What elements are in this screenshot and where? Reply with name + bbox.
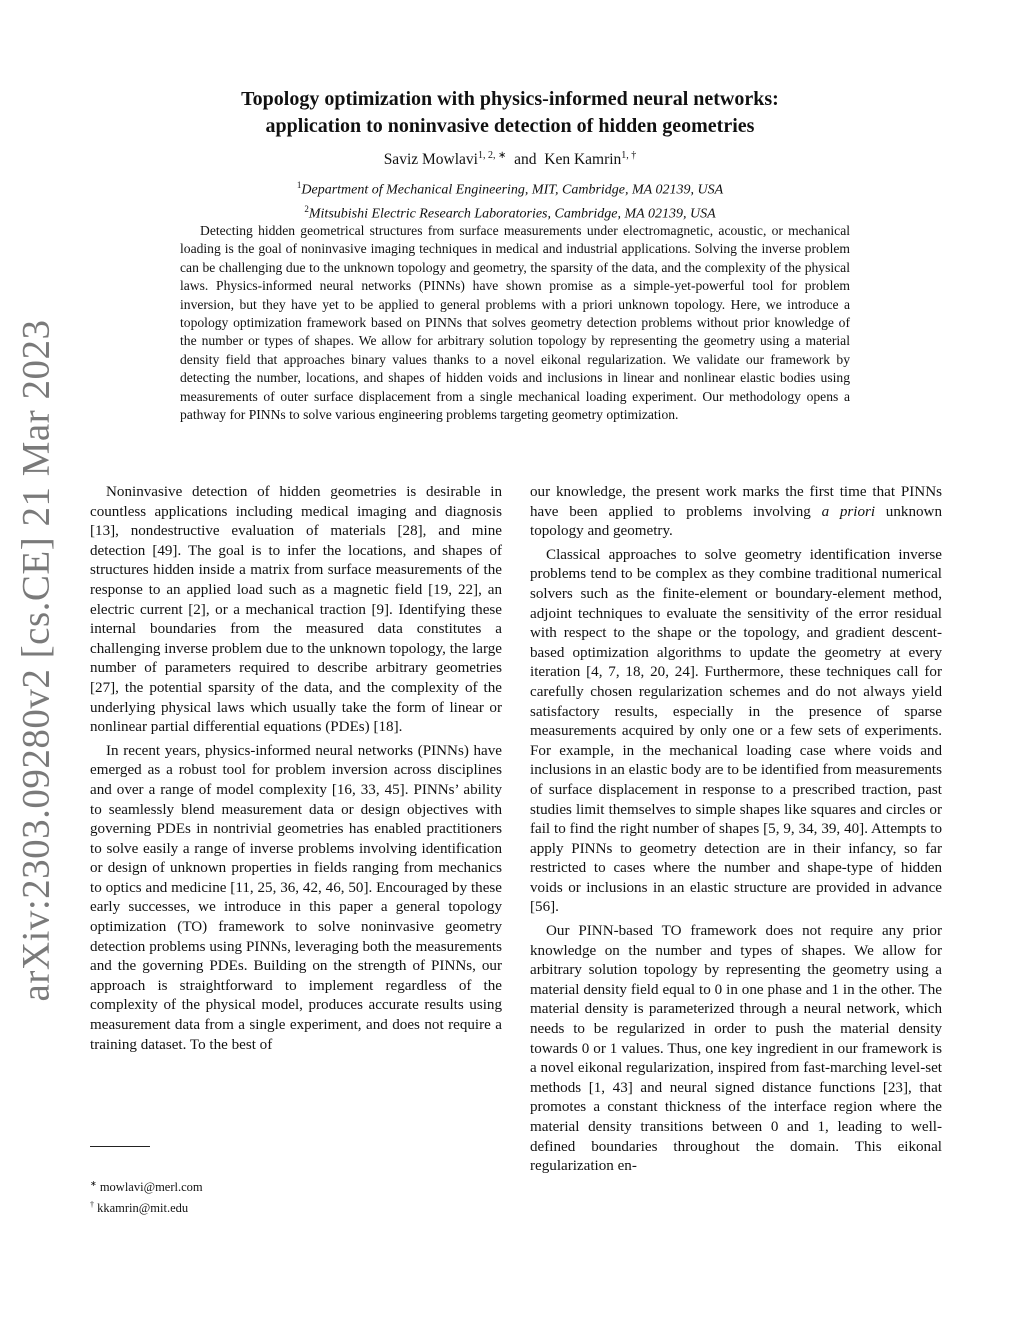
affiliation-2	[160, 200, 860, 224]
intro-paragraph-3-emphasis: a priori	[821, 503, 876, 520]
intro-paragraph-5: Our PINN-based TO framework does not require any prior knowledge on the number and types of shapes. We allow for arbitrary solution topology by representing the geometry using a material density field equal to 0 in one phase and 1 in the other. The material density is parameterized through a neural network, which needs to be regularized in order to push the material density towards 0 or 1 values. Thus, one key ingredient in our framework is a novel eikonal regularization, inspired from fast-marching level-set methods [1, 43] and neural signed distance functions [23], that promotes a constant thickness of the interface region where the material density transitions between 0 and 1, leading to well-defined boundaries throughout the domain. This eikonal regularization en-	[530, 923, 942, 1175]
title-line-1: Topology optimization with physics-informed neural networks:	[241, 88, 779, 110]
intro-paragraph-1: Noninvasive detection of hidden geometries is desirable in countless applications including medical imaging and diagnosis [13], nondestructive evaluation of materials [28], and mine detection [49]. The goal is to infer the locations, and shapes of structures hidden inside a matrix from surface measurements of the response to an applied load such as a magnetic field [19, 22], an electric current [2], or a mechanical traction [9]. Identifying these internal boundaries from the measured data constitutes a challenging inverse problem due to the unknown topology, the large number of parameters required to describe arbitrary geometries [27], the potential sparsity of the data, and the complexity of the underlying physical laws which usually take the form of linear or nonlinear partial differential equations (PDEs) [18].	[90, 484, 502, 736]
paper-title	[160, 86, 860, 140]
right-column	[530, 483, 942, 1177]
footnote-2-mark: †	[90, 1200, 94, 1210]
affiliations	[160, 176, 860, 223]
left-column	[90, 483, 502, 1055]
footnote-1-email[interactable]: mowlavi@merl.com	[99, 1180, 203, 1195]
intro-paragraph-4: Classical approaches to solve geometry identification inverse problems tend to be complex as they combine traditional numerical solvers such as the finite-element or boundary-element method, adjoint techniques to evaluate the sensitivity of the error residual with respect to the shape or the topology, and gradient descent-based optimization algorithms to update the geometry at every iteration [4, 7, 18, 20, 24]. Furthermore, these techniques call for carefully chosen regularization schemes and do not always yield satisfactory results, especially in the presence of sparse measurements acquired by only one or a few sets of experiments. For example, in the mechanical loading case where voids and inclusions in an elastic body are to be identified from measurements of surface displacement in response to a prescribed traction, past studies limit themselves to simple shapes like squares and circles or fail to find the right number of shapes [5, 9, 34, 39, 40]. Attempts to apply PINNs to geometry detection are in their infancy, so far restricted to cases where the number and shape-type of hidden voids or inclusions in an elastic structure are provided in advance [56].	[530, 546, 942, 916]
arxiv-identifier	[10, 319, 62, 1001]
intro-paragraph-3	[530, 483, 942, 542]
author-list	[160, 150, 860, 169]
affiliation-1-text: Department of Mechanical Engineering, MIT, Cambridge, MA 02139, USA	[301, 182, 724, 198]
footnotes	[90, 1175, 390, 1217]
footnote-divider	[90, 1146, 150, 1147]
intro-paragraph-2: In recent years, physics-informed neural networks (PINNs) have emerged as a robust tool for problem inversion across disciplines and over a range of model complexity [16, 33, 45]. PINNs’ ability to seamlessly blend measurement data or design objectives with governing PDEs in nontrivial geometries has enabled practitioners to solve easily a range of inverse problems involving identification or design of unknown properties in fields ranging from mechanics to optics and medicine [11, 25, 36, 42, 46, 50]. Encouraged by these early successes, we introduce in this paper a general topology optimization (TO) framework to solve noninvasive geometry detection problems using PINNs, leveraging both the measurements and the governing PDEs. Building on the strength of PINNs, our approach is straightforward to implement regardless of the complexity of the physical model, produces accurate results using measurement data from a single experiment, and does not require a training dataset. To the best of	[90, 742, 502, 1053]
abstract: Detecting hidden geometrical structures from surface measurements under electromagnetic, acoustic, or mechanical loading is the goal of noninvasive imaging techniques in medical and industrial applications. Solving the inverse problem can be challenging due to the unknown topology and geometry, the sparsity of the data, and the complexity of the physical laws. Physics-informed neural networks (PINNs) have shown promise as a simple-yet-powerful tool for problem inversion, but they have yet to be applied to general problems with a priori unknown topology. Here, we introduce a topology optimization framework based on PINNs that solves geometry detection problems without prior knowledge of the number or types of shapes. We allow for arbitrary solution topology by representing the geometry using a material density field that approaches binary values thanks to a novel eikonal regularization. We validate our framework by detecting the number, locations, and shapes of hidden voids and inclusions in linear and nonlinear elastic bodies using measurements of outer surface displacement from a single mechanical loading experiment. Our methodology opens a pathway for PINNs to solve various engineering problems targeting geometry optimization.	[180, 223, 850, 423]
affiliation-2-text: Mitsubishi Electric Research Laboratories, Cambridge, MA 02139, USA	[308, 206, 716, 222]
footnote-1-mark: ∗	[90, 1179, 97, 1188]
author-2-marks: 1, †	[621, 150, 637, 161]
author-1-marks: 1, 2, ∗	[477, 150, 507, 161]
arxiv-identifier-text: arXiv:2303.09280v2 [cs.CE] 21 Mar 2023	[14, 319, 58, 1001]
title-line-2: application to noninvasive detection of hidden geometries	[265, 115, 755, 137]
affiliation-2-mark: 2	[304, 203, 309, 214]
intro-paragraph-3-end: unknown topology and geometry.	[530, 503, 942, 540]
author-2: Ken Kamrin	[544, 151, 622, 169]
affiliation-1-mark: 1	[296, 180, 302, 190]
footnote-2-email[interactable]: kkamrin@mit.edu	[97, 1201, 189, 1216]
affiliation-1	[160, 176, 860, 200]
footnote-2	[90, 1196, 390, 1217]
author-conjunction: and	[514, 151, 537, 169]
intro-paragraph-3-start: our knowledge, the present work marks the first time that PINNs have been applied to problems involving	[530, 484, 942, 520]
footnote-1	[90, 1175, 390, 1196]
author-1: Saviz Mowlavi	[383, 151, 478, 169]
